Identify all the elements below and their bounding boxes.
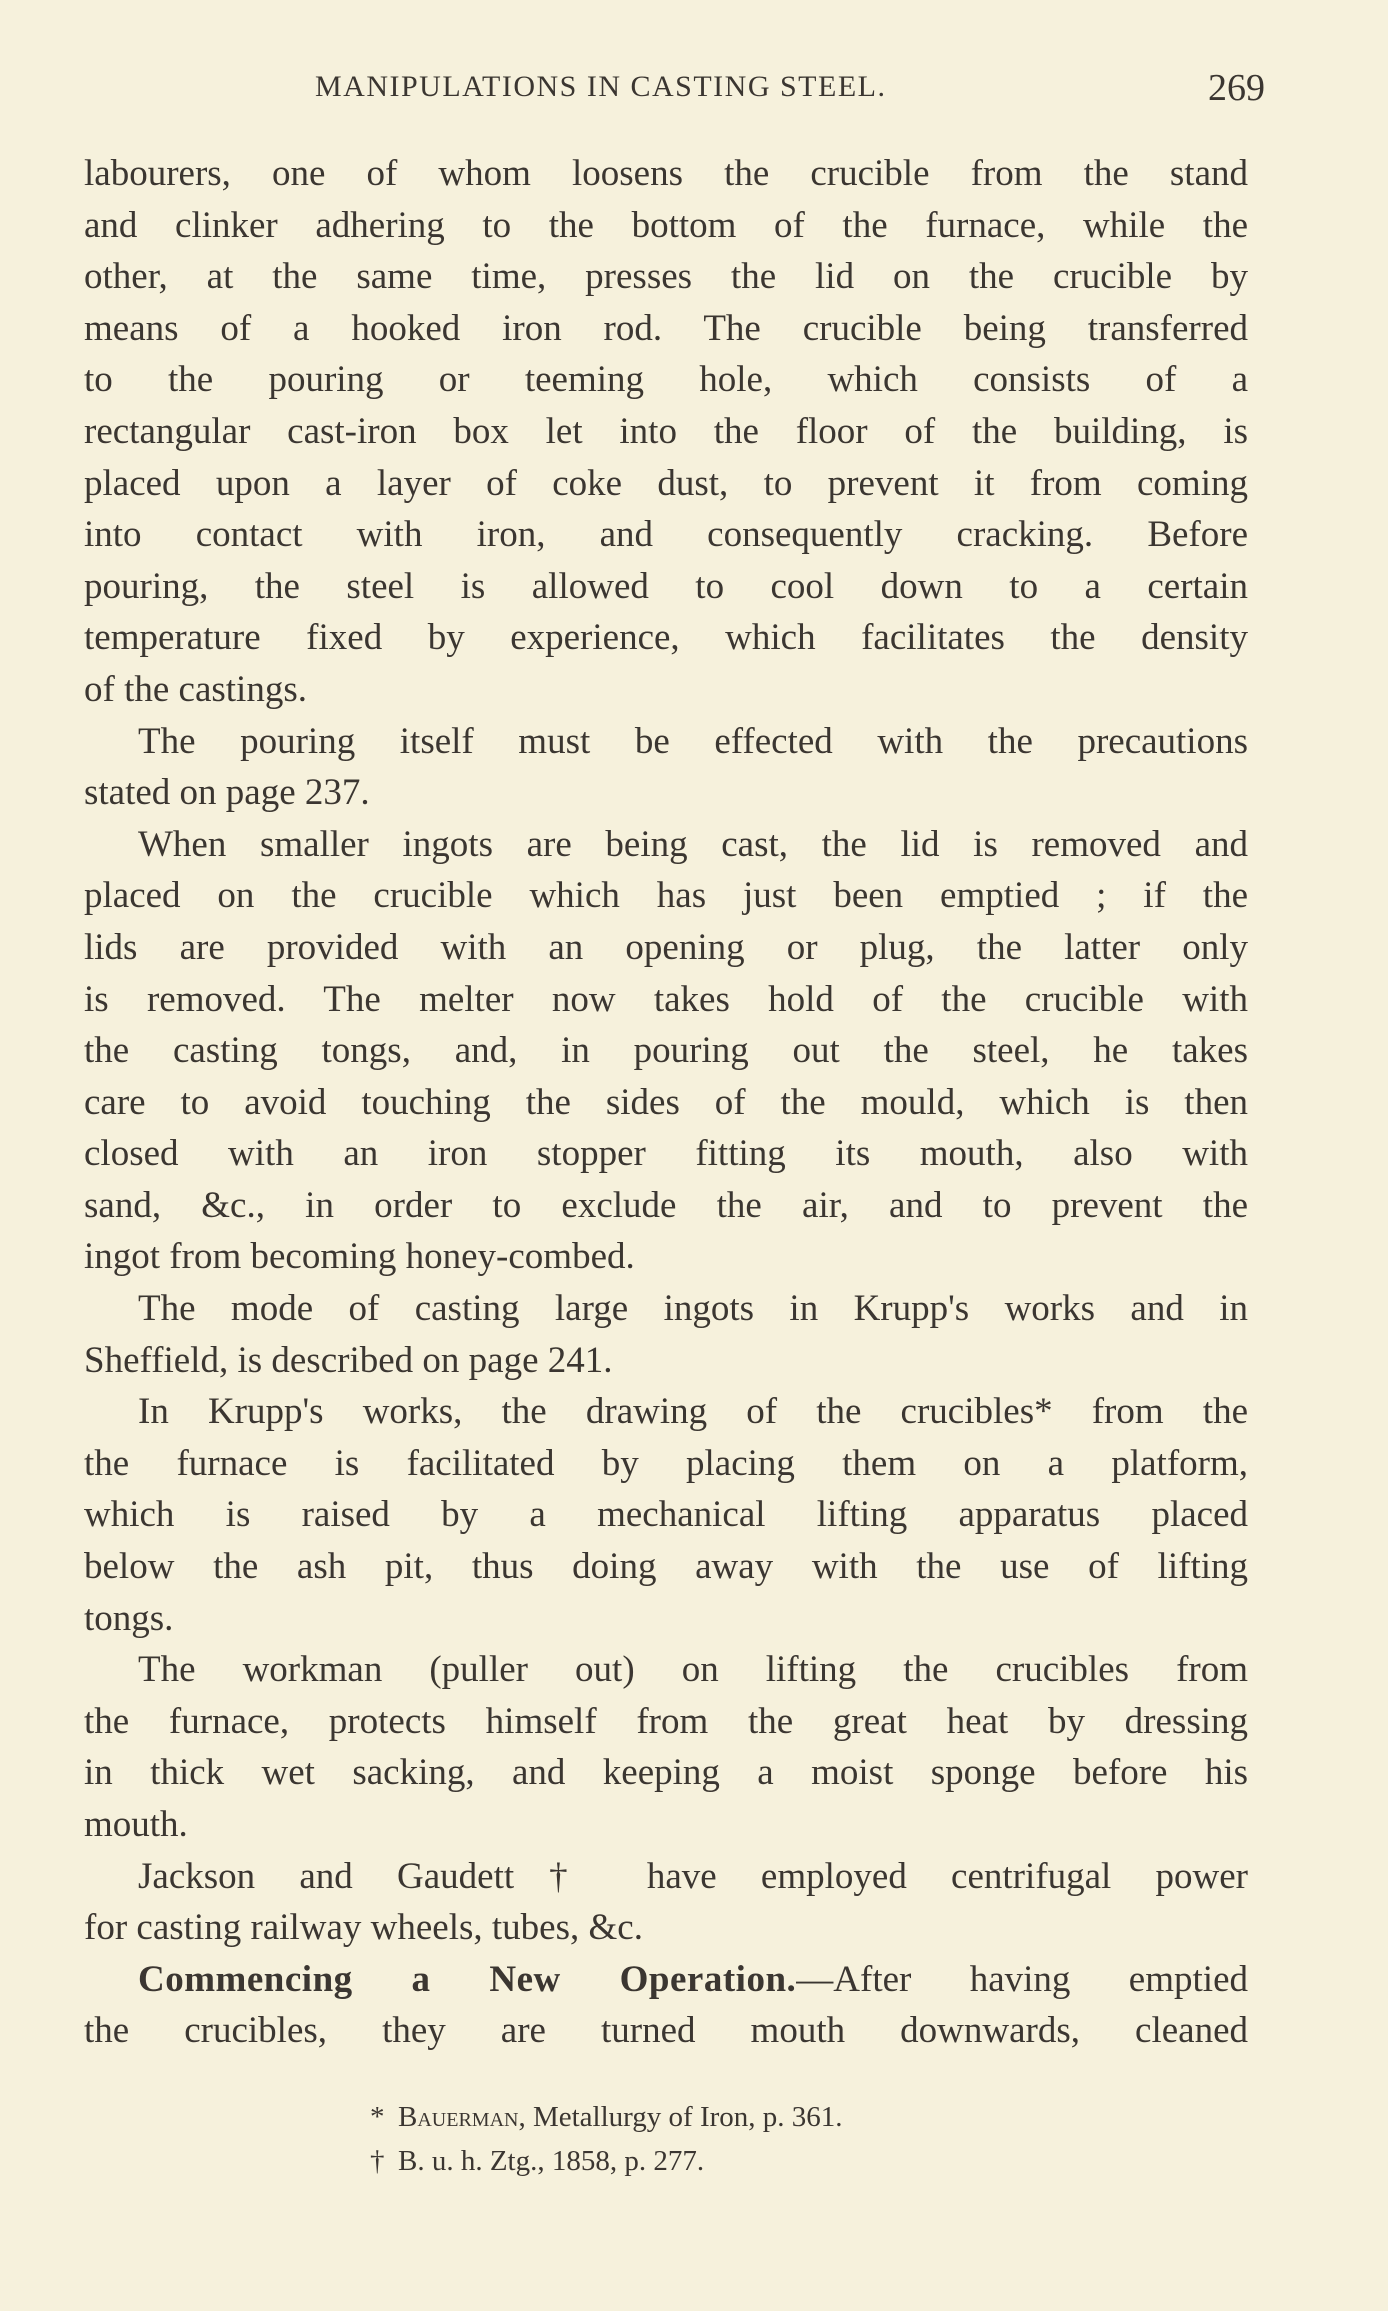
text-line [84,509,1248,561]
text-line [84,1644,1248,1696]
text-line [84,1438,1248,1490]
line-text: which is raised by a mechanical lifting apparatus placed [84,1494,1248,1536]
line-text: means of a hooked iron rod. The crucible being transferred [84,307,1248,349]
text-line [84,1954,1248,2006]
line-text: ingot from becoming honey-combed. [84,1236,635,1278]
text-line [84,1799,1248,1851]
text-line [84,1696,1248,1748]
line-text: is removed. The melter now takes hold of the crucible with [84,978,1248,1020]
text-line [84,1747,1248,1799]
line-text: The workman (puller out) on lifting the crucibles from [138,1649,1248,1691]
line-text: When smaller ingots are being cast, the lid is removed and [138,823,1248,865]
text-line [84,1541,1248,1593]
footnote-text: , Metallurgy of Iron, p. 361. [518,2101,843,2133]
line-text: pouring, the steel is allowed to cool down to a certain [84,565,1248,607]
line-text: Jackson and Gaudett† have employed centrifugal power [138,1855,1248,1897]
line-text: in thick wet sacking, and keeping a moist sponge before his [84,1752,1248,1794]
page-header [315,67,1265,120]
text-line [84,303,1248,355]
footnote-author: Bauerman [398,2101,519,2133]
text-line [84,458,1248,510]
line-text: closed with an iron stopper fitting its mouth, also with [84,1133,1248,1175]
text-line [84,1335,1248,1387]
text-line [84,870,1248,922]
line-text: the furnace is facilitated by placing them on a platform, [84,1442,1248,1484]
footnote-text: B. u. h. Ztg., 1858, p. 277. [398,2145,705,2177]
text-line [84,1180,1248,1232]
line-text: care to avoid touching the sides of the mould, which is then [84,1081,1248,1123]
line-text: mouth. [84,1804,188,1845]
footnote [370,2095,843,2139]
line-text: the furnace, protects himself from the great heat by dressing [84,1700,1248,1742]
line-text: of the castings. [84,668,307,710]
text-line [84,1128,1248,1180]
page-number: 269 [1208,67,1265,109]
text-line [84,1386,1248,1438]
line-text: labourers, one of whom loosens the crucible from the stand [84,153,1248,194]
line-text: rectangular cast-iron box let into the floor of the building, is [84,410,1248,452]
line-text: tongs. [84,1597,174,1639]
text-line [84,2005,1248,2057]
footnote-mark: * [370,2101,385,2133]
text-line [84,819,1248,871]
text-line [84,612,1248,664]
text-line [84,354,1248,406]
line-text: below the ash pit, thus doing away with the use of lifting [84,1546,1248,1588]
text-line [84,1025,1248,1077]
line-text: into contact with iron, and consequently cracking. Before [84,514,1248,556]
line-text: Sheffield, is described on page 241. [84,1339,613,1381]
text-line [84,1593,1248,1645]
text-line [84,1231,1248,1283]
footnote [370,2139,843,2183]
text-line [84,716,1248,768]
text-line [84,1851,1248,1903]
text-line [84,1077,1248,1129]
line-text: to the pouring or teeming hole, which consists of a [84,359,1248,401]
line-text: for casting railway wheels, tubes, &c. [84,1907,643,1949]
line-text: the casting tongs, and, in pouring out the steel, he takes [84,1030,1248,1072]
line-text: —After having emptied [796,1958,1248,2000]
text-line [84,1489,1248,1541]
footnotes [370,2095,843,2183]
text-line [84,664,1248,716]
line-text: stated on page 237. [84,772,370,814]
text-line [84,1283,1248,1335]
line-text: the crucibles, they are turned mouth downwards, cleaned [84,2010,1248,2052]
text-line [84,1902,1248,1954]
body-text [84,148,1248,2057]
text-line [84,200,1248,252]
line-text: sand, &c., in order to exclude the air, and to prevent the [84,1184,1248,1226]
text-line [84,922,1248,974]
line-text: and clinker adhering to the bottom of the furnace, while the [84,204,1248,246]
footnote-mark: † [370,2145,385,2177]
line-text: temperature fixed by experience, which facilitates the density [84,617,1248,659]
line-text: The mode of casting large ingots in Krupp's works and in [138,1288,1248,1330]
text-line [84,251,1248,303]
text-line [84,406,1248,458]
line-text: placed upon a layer of coke dust, to prevent it from coming [84,462,1248,504]
running-title: MANIPULATIONS IN CASTING STEEL. [315,70,887,103]
text-line [84,974,1248,1026]
text-line [84,767,1248,819]
run-in-heading: Commencing a New Operation. [138,1958,797,2000]
line-text: other, at the same time, presses the lid on the crucible by [84,256,1248,298]
line-text: placed on the crucible which has just been emptied ; if the [84,875,1248,917]
line-text: The pouring itself must be effected with the precautions [138,720,1248,762]
text-line [84,561,1248,613]
line-text: lids are provided with an opening or plug, the latter only [84,926,1248,968]
line-text: In Krupp's works, the drawing of the crucibles* from the [138,1391,1248,1433]
text-line [84,148,1248,200]
